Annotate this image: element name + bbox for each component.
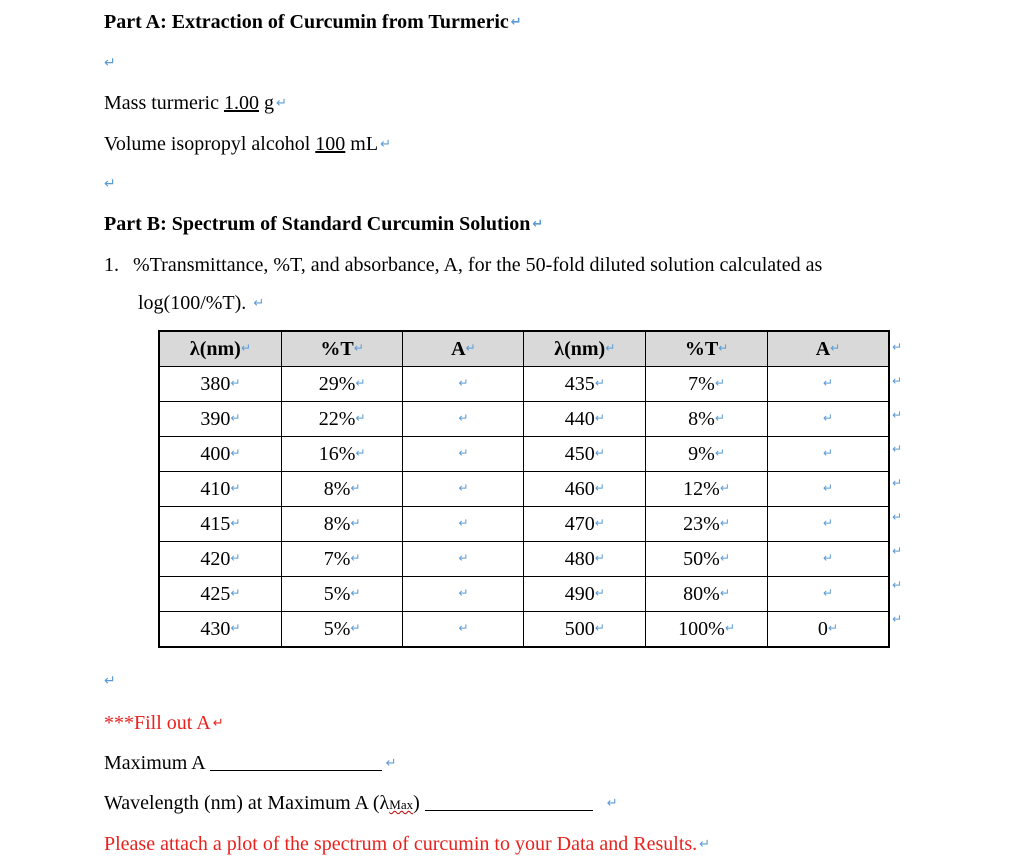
cell-transmittance-2: 7%↵: [646, 367, 768, 402]
header-absorbance-1: A↵: [403, 331, 524, 367]
cell-absorbance-1[interactable]: [403, 507, 524, 542]
paragraph-mark-icon: ↵: [275, 96, 287, 111]
cell-wavelength-1: 400↵: [159, 437, 281, 472]
cell-mark-icon: ↵: [594, 410, 605, 425]
cell-transmittance-1: 16%↵: [281, 437, 403, 472]
list-item-1: 1. %Transmittance, %T, and absorbance, A, for the 50-fold diluted solution calculated as: [104, 254, 823, 276]
cell-mark-icon: ↵: [458, 480, 469, 495]
table-header-row: [159, 331, 889, 367]
cell-transmittance-2: 80%↵: [646, 577, 768, 612]
cell-mark-icon: ↵: [458, 445, 469, 460]
row-end-mark-icon: ↵: [892, 374, 903, 388]
cell-transmittance-2: 50%↵: [646, 542, 768, 577]
cell-wavelength-2: 490↵: [524, 577, 646, 612]
cell-mark-icon: ↵: [230, 375, 241, 390]
cell-mark-icon: ↵: [230, 480, 241, 495]
cell-transmittance-2: 23%↵: [646, 507, 768, 542]
cell-mark-icon: ↵: [458, 410, 469, 425]
cell-wavelength-2: 440↵: [524, 402, 646, 437]
volume-alcohol-value: 100: [315, 133, 346, 155]
cell-mark-icon: ↵: [822, 550, 833, 565]
spectrum-table: [158, 330, 890, 648]
maximum-a-blank[interactable]: [210, 754, 382, 771]
cell-mark-icon: ↵: [719, 480, 730, 495]
cell-mark-icon: ↵: [714, 375, 725, 390]
cell-mark-icon: ↵: [594, 480, 605, 495]
cell-transmittance-1: 8%↵: [281, 472, 403, 507]
cell-mark-icon: ↵: [230, 550, 241, 565]
cell-mark-icon: ↵: [458, 515, 469, 530]
cell-wavelength-2: 460↵: [524, 472, 646, 507]
cell-mark-icon: ↵: [230, 585, 241, 600]
cell-transmittance-2: 9%↵: [646, 437, 768, 472]
row-end-mark-icon: ↵: [892, 612, 903, 626]
table-row: [159, 437, 889, 472]
cell-absorbance-1[interactable]: [403, 472, 524, 507]
cell-absorbance-2[interactable]: [767, 472, 889, 507]
paragraph-mark-icon: ↵: [510, 15, 522, 30]
cell-mark-icon: ↵: [724, 620, 735, 635]
wavelength-max-line: Wavelength (nm) at Maximum A (λMax) ↵: [104, 792, 618, 814]
part-a-heading: Part A: Extraction of Curcumin from Turmeric ↵: [104, 11, 522, 33]
cell-mark-icon: ↵: [458, 620, 469, 635]
part-b-heading: Part B: Spectrum of Standard Curcumin Solution ↵: [104, 213, 544, 235]
cell-transmittance-2: 8%↵: [646, 402, 768, 437]
list-item-number: 1.: [104, 254, 119, 276]
cell-absorbance-1[interactable]: [403, 577, 524, 612]
row-end-mark-icon: ↵: [892, 408, 903, 422]
paragraph-mark-icon: ↵: [253, 296, 265, 311]
cell-absorbance-1[interactable]: [403, 402, 524, 437]
row-end-mark-icon: ↵: [892, 578, 903, 592]
header-absorbance-2: A↵: [767, 331, 889, 367]
table-row: [159, 507, 889, 542]
table-row: [159, 402, 889, 437]
cell-mark-icon: ↵: [350, 620, 361, 635]
cell-transmittance-2: 100%↵: [646, 612, 768, 648]
cell-absorbance-1[interactable]: [403, 367, 524, 402]
cell-transmittance-2: 12%↵: [646, 472, 768, 507]
table-row: [159, 472, 889, 507]
cell-wavelength-2: 480↵: [524, 542, 646, 577]
table-row: [159, 577, 889, 612]
wavelength-max-blank[interactable]: [425, 794, 593, 811]
cell-mark-icon: ↵: [458, 375, 469, 390]
paragraph-mark-icon: ↵: [104, 55, 116, 71]
cell-wavelength-1: 420↵: [159, 542, 281, 577]
row-end-mark-icon: ↵: [892, 476, 903, 490]
mass-turmeric-line: Mass turmeric 1.00 g ↵: [104, 92, 287, 114]
cell-wavelength-1: 390↵: [159, 402, 281, 437]
cell-mark-icon: ↵: [822, 410, 833, 425]
cell-mark-icon: ↵: [350, 550, 361, 565]
row-end-mark-icon: ↵: [892, 510, 903, 524]
cell-absorbance-1[interactable]: [403, 542, 524, 577]
cell-absorbance-2[interactable]: [767, 507, 889, 542]
cell-mark-icon: ↵: [822, 445, 833, 460]
cell-mark-icon: ↵: [719, 585, 730, 600]
cell-transmittance-1: 8%↵: [281, 507, 403, 542]
paragraph-mark-icon: ↵: [606, 796, 618, 811]
cell-mark-icon: ↵: [594, 375, 605, 390]
cell-mark-icon: ↵: [458, 585, 469, 600]
volume-alcohol-line: Volume isopropyl alcohol 100 mL ↵: [104, 133, 391, 155]
cell-wavelength-1: 380↵: [159, 367, 281, 402]
header-wavelength-1: λ(nm)↵: [159, 331, 281, 367]
row-end-marks: [892, 330, 912, 636]
cell-absorbance-2[interactable]: [767, 402, 889, 437]
cell-mark-icon: ↵: [230, 620, 241, 635]
cell-wavelength-1: 430↵: [159, 612, 281, 648]
cell-transmittance-1: 5%↵: [281, 577, 403, 612]
cell-absorbance-1[interactable]: [403, 437, 524, 472]
cell-absorbance-2[interactable]: [767, 542, 889, 577]
maximum-a-line: Maximum A ↵: [104, 752, 397, 774]
cell-mark-icon: ↵: [594, 550, 605, 565]
list-item-1-continued: log(100/%T). ↵: [138, 292, 265, 314]
cell-mark-icon: ↵: [350, 515, 361, 530]
cell-mark-icon: ↵: [350, 480, 361, 495]
table-row: [159, 367, 889, 402]
cell-mark-icon: ↵: [719, 550, 730, 565]
paragraph-mark-icon: ↵: [212, 716, 224, 731]
cell-transmittance-1: 7%↵: [281, 542, 403, 577]
attach-plot-note: Please attach a plot of the spectrum of curcumin to your Data and Results. ↵: [104, 833, 711, 855]
cell-mark-icon: ↵: [719, 515, 730, 530]
cell-mark-icon: ↵: [594, 445, 605, 460]
row-end-mark-icon: ↵: [892, 544, 903, 558]
cell-mark-icon: ↵: [822, 480, 833, 495]
cell-mark-icon: ↵: [594, 515, 605, 530]
header-wavelength-2: λ(nm)↵: [524, 331, 646, 367]
table-row: [159, 612, 889, 648]
cell-mark-icon: ↵: [714, 410, 725, 425]
cell-absorbance-2[interactable]: 0↵: [767, 612, 889, 648]
cell-mark-icon: ↵: [822, 585, 833, 600]
cell-wavelength-2: 450↵: [524, 437, 646, 472]
cell-absorbance-2[interactable]: [767, 577, 889, 612]
cell-absorbance-2[interactable]: [767, 367, 889, 402]
cell-mark-icon: ↵: [355, 410, 366, 425]
cell-mark-icon: ↵: [350, 585, 361, 600]
paragraph-mark-icon: ↵: [104, 176, 116, 192]
header-transmittance-2: %T↵: [646, 331, 768, 367]
cell-mark-icon: ↵: [822, 515, 833, 530]
cell-transmittance-1: 22%↵: [281, 402, 403, 437]
cell-mark-icon: ↵: [458, 550, 469, 565]
cell-wavelength-1: 410↵: [159, 472, 281, 507]
mass-turmeric-value: 1.00: [223, 92, 259, 114]
row-end-mark-icon: ↵: [892, 340, 903, 354]
paragraph-mark-icon: ↵: [380, 137, 391, 152]
cell-mark-icon: ↵: [594, 620, 605, 635]
cell-mark-icon: ↵: [230, 445, 241, 460]
paragraph-mark-icon: ↵: [104, 673, 116, 689]
paragraph-mark-icon: ↵: [699, 837, 711, 852]
cell-wavelength-1: 415↵: [159, 507, 281, 542]
cell-transmittance-1: 29%↵: [281, 367, 403, 402]
header-transmittance-1: %T↵: [281, 331, 403, 367]
table-row: [159, 542, 889, 577]
cell-wavelength-2: 470↵: [524, 507, 646, 542]
lambda-max-subscript: Max: [389, 797, 414, 812]
fill-out-note: ***Fill out A ↵: [104, 712, 224, 734]
cell-wavelength-2: 500↵: [524, 612, 646, 648]
cell-mark-icon: ↵: [355, 445, 366, 460]
cell-wavelength-2: 435↵: [524, 367, 646, 402]
cell-transmittance-1: 5%↵: [281, 612, 403, 648]
cell-mark-icon: ↵: [827, 620, 838, 635]
cell-mark-icon: ↵: [594, 585, 605, 600]
cell-mark-icon: ↵: [822, 375, 833, 390]
cell-mark-icon: ↵: [230, 515, 241, 530]
cell-mark-icon: ↵: [714, 445, 725, 460]
cell-absorbance-2[interactable]: [767, 437, 889, 472]
paragraph-mark-icon: ↵: [385, 756, 397, 771]
cell-wavelength-1: 425↵: [159, 577, 281, 612]
row-end-mark-icon: ↵: [892, 442, 903, 456]
paragraph-mark-icon: ↵: [532, 217, 544, 232]
cell-mark-icon: ↵: [355, 375, 366, 390]
cell-absorbance-1[interactable]: [403, 612, 524, 648]
cell-mark-icon: ↵: [230, 410, 241, 425]
